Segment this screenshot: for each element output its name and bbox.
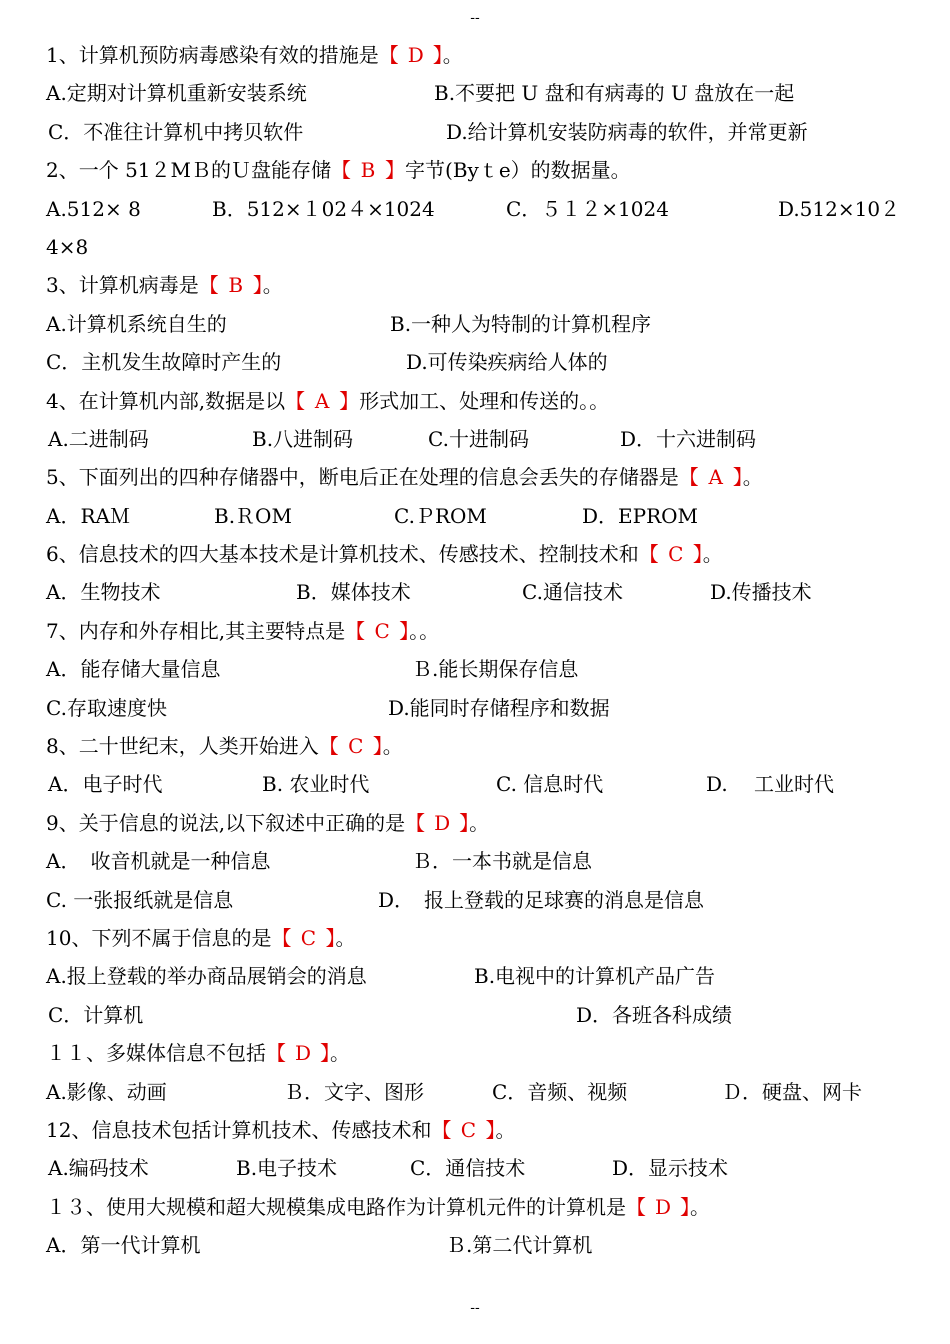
options-row bbox=[0, 573, 950, 611]
option-a: A.计算机系统自生的 bbox=[46, 311, 227, 336]
option-b: B.八进制码 bbox=[252, 426, 354, 451]
question-stem: 3、计算机病毒是【 B 】。 bbox=[46, 266, 283, 304]
question-12 bbox=[0, 1111, 950, 1149]
option-b: B.不要把 U 盘和有病毒的 U 盘放在一起 bbox=[434, 81, 795, 106]
option-c: C．通信技术 bbox=[410, 1156, 526, 1181]
answer-c: C bbox=[374, 618, 390, 643]
option-c: C．计算机 bbox=[48, 1002, 144, 1027]
options-row bbox=[0, 765, 950, 803]
options-row bbox=[0, 996, 950, 1034]
answer-c: C bbox=[348, 734, 364, 759]
option-d: D．显示技术 bbox=[612, 1156, 729, 1181]
option-b: B.ＲOM bbox=[214, 503, 292, 528]
option-b: B．媒体技术 bbox=[296, 580, 411, 605]
options-row bbox=[0, 343, 950, 381]
option-c: C.ＰROM bbox=[394, 503, 487, 528]
answer-b: B bbox=[360, 158, 376, 183]
options-row bbox=[0, 190, 950, 228]
options-row bbox=[0, 113, 950, 151]
options-row bbox=[0, 420, 950, 458]
option-d: D．EPROM bbox=[582, 503, 699, 528]
answer-d: D bbox=[654, 1194, 672, 1219]
option-a: A.编码技术 bbox=[48, 1156, 149, 1181]
question-stem: 6、信息技术的四大基本技术是计算机技术、传感技术、控制技术和【 C 】。 bbox=[46, 535, 723, 573]
question-stem: 4、在计算机内部,数据是以【 A 】形式加工、处理和传送的。。 bbox=[46, 382, 609, 420]
options-row bbox=[0, 1073, 950, 1111]
options-row bbox=[0, 74, 950, 112]
option-c: C．不准往计算机中拷贝软件 bbox=[48, 119, 304, 144]
option-b: B.电子技术 bbox=[236, 1156, 338, 1181]
option-a: A．第一代计算机 bbox=[46, 1233, 201, 1258]
option-d: D． 报上登载的足球赛的消息是信息 bbox=[378, 887, 705, 912]
question-stem: 5、下面列出的四种存储器中，断电后正在处理的信息会丢失的存储器是【 A 】。 bbox=[46, 458, 763, 496]
option-c: C．主机发生故障时产生的 bbox=[46, 350, 282, 375]
question-7 bbox=[0, 612, 950, 650]
option-d: Ｄ．硬盘、网卡 bbox=[722, 1079, 862, 1104]
question-5 bbox=[0, 458, 950, 496]
option-a: A． 收音机就是一种信息 bbox=[46, 849, 271, 874]
option-d-continued: 4×8 bbox=[46, 234, 89, 259]
option-d: D. 工业时代 bbox=[706, 772, 835, 797]
options-row bbox=[0, 957, 950, 995]
option-a: A.报上登载的举办商品展销会的消息 bbox=[46, 964, 367, 989]
option-b: Ｂ．一本书就是信息 bbox=[412, 849, 592, 874]
option-d: D.能同时存储程序和数据 bbox=[388, 695, 610, 720]
answer-b: B bbox=[228, 273, 244, 298]
option-d: D．各班各科成绩 bbox=[576, 1002, 733, 1027]
answer-c: C bbox=[300, 925, 317, 950]
question-11 bbox=[0, 1034, 950, 1072]
question-9 bbox=[0, 804, 950, 842]
option-c: C.存取速度快 bbox=[46, 695, 167, 720]
question-stem: １１、多媒体信息不包括【 D 】。 bbox=[46, 1034, 350, 1072]
option-a: A.512× 8 bbox=[46, 196, 141, 221]
options-row bbox=[0, 842, 950, 880]
options-row bbox=[0, 497, 950, 535]
option-a: A.二进制码 bbox=[48, 426, 149, 451]
page-top-mark: -- bbox=[470, 10, 480, 26]
question-3 bbox=[0, 266, 950, 304]
option-b: B.电视中的计算机产品广告 bbox=[474, 964, 716, 989]
question-10 bbox=[0, 919, 950, 957]
option-d: D.给计算机安装防病毒的软件，并常更新 bbox=[446, 119, 808, 144]
option-c: C. 信息时代 bbox=[496, 772, 604, 797]
option-b: B.一种人为特制的计算机程序 bbox=[390, 311, 652, 336]
question-stem: 7、内存和外存相比,其主要特点是【 C 】。。 bbox=[46, 612, 439, 650]
options-row bbox=[0, 689, 950, 727]
question-stem: 1、计算机预防病毒感染有效的措施是【 D 】。 bbox=[46, 36, 463, 74]
answer-d: D bbox=[407, 43, 424, 67]
option-b: Ｂ.第二代计算机 bbox=[446, 1233, 593, 1258]
option-a: A．电子时代 bbox=[48, 772, 163, 797]
options-row bbox=[0, 1149, 950, 1187]
option-b: Ｂ．文字、图形 bbox=[284, 1079, 424, 1104]
option-d: D.512×10２ bbox=[778, 196, 901, 221]
option-d: D.传播技术 bbox=[710, 580, 812, 605]
question-2 bbox=[0, 151, 950, 189]
page-bottom-mark: -- bbox=[470, 1300, 480, 1316]
option-b: Ｂ.能长期保存信息 bbox=[412, 657, 579, 682]
option-a: A．生物技术 bbox=[46, 580, 161, 605]
answer-a: A bbox=[708, 465, 723, 490]
option-d: D．十六进制码 bbox=[620, 426, 757, 451]
option-c: C. 一张报纸就是信息 bbox=[46, 887, 234, 912]
question-stem: 2、一个 51２MＢ的Ｕ盘能存储【 B 】字节(Byｔe）的数据量。 bbox=[46, 151, 631, 189]
option-c: C．音频、视频 bbox=[492, 1079, 628, 1104]
question-1 bbox=[0, 36, 950, 74]
question-stem: 8、二十世纪末，人类开始进入【 C 】。 bbox=[46, 727, 403, 765]
question-list bbox=[0, 36, 950, 1265]
option-a: A.影像、动画 bbox=[46, 1079, 167, 1104]
options-row bbox=[0, 1226, 950, 1264]
option-a: A.定期对计算机重新安装系统 bbox=[46, 81, 307, 106]
options-row bbox=[0, 881, 950, 919]
answer-c: C bbox=[460, 1117, 477, 1142]
question-stem: 9、关于信息的说法,以下叙述中正确的是【 D 】。 bbox=[46, 804, 489, 842]
answer-d: D bbox=[294, 1041, 312, 1066]
option-a: A．RAＭ bbox=[46, 503, 130, 528]
question-stem: 10、下列不属于信息的是【 C 】。 bbox=[46, 919, 355, 957]
question-13 bbox=[0, 1188, 950, 1226]
options-row bbox=[0, 305, 950, 343]
option-a: A．能存储大量信息 bbox=[46, 657, 221, 682]
option-c: C.通信技术 bbox=[522, 580, 623, 605]
question-8 bbox=[0, 727, 950, 765]
option-c: C.十进制码 bbox=[428, 426, 529, 451]
option-c: C．５１２×1024 bbox=[506, 196, 669, 221]
options-row-wrap bbox=[0, 228, 950, 266]
options-row bbox=[0, 650, 950, 688]
option-d: D.可传染疾病给人体的 bbox=[406, 350, 608, 375]
answer-a: A bbox=[314, 388, 330, 413]
answer-c: C bbox=[668, 542, 684, 567]
question-stem: １３、使用大规模和超大规模集成电路作为计算机元件的计算机是【 D 】。 bbox=[46, 1188, 710, 1226]
option-b: B. 农业时代 bbox=[262, 772, 370, 797]
question-6 bbox=[0, 535, 950, 573]
question-4 bbox=[0, 382, 950, 420]
question-stem: 12、信息技术包括计算机技术、传感技术和【 C 】。 bbox=[46, 1111, 515, 1149]
option-b: B．512×１02４×1024 bbox=[212, 196, 435, 221]
answer-d: D bbox=[434, 810, 451, 835]
